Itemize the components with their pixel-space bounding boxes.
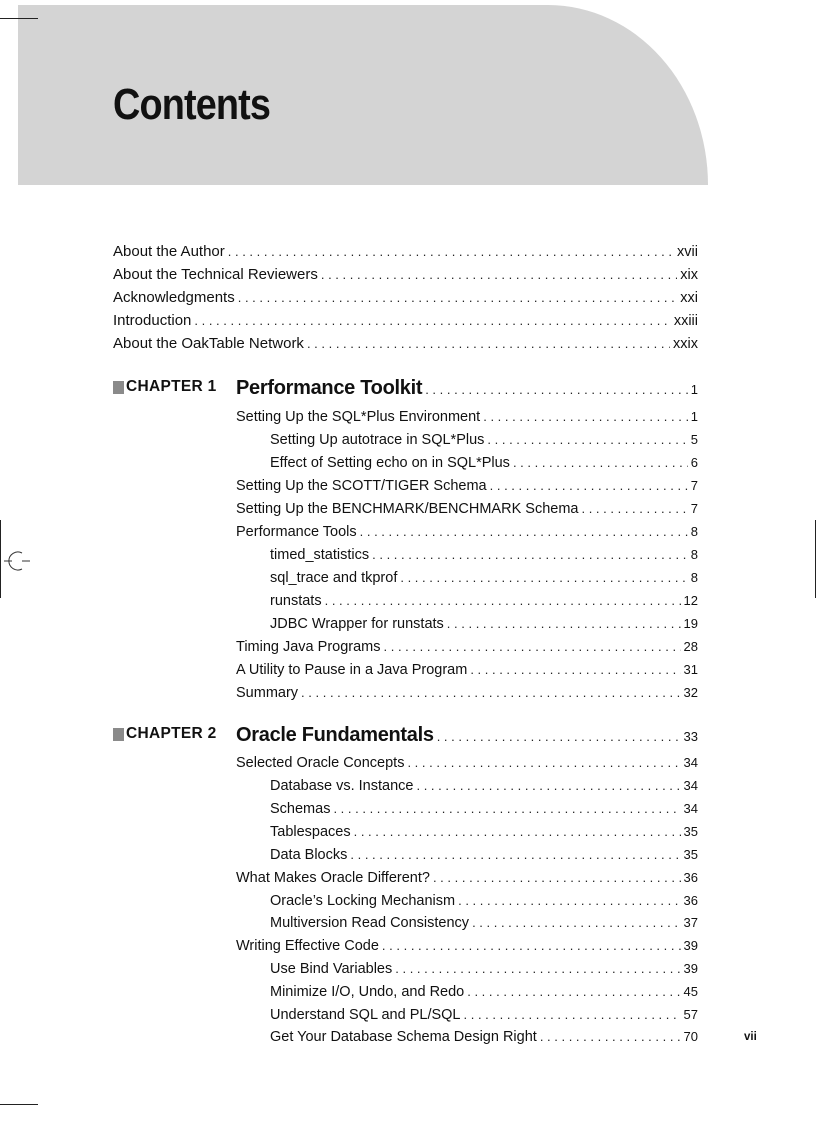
dot-leader (416, 776, 680, 796)
dot-leader (487, 430, 687, 450)
dot-leader (437, 724, 681, 750)
toc-subsection[interactable] (270, 822, 698, 842)
toc-entry-title: timed_statistics (270, 547, 370, 563)
crop-mark-left-edge (0, 520, 1, 598)
toc-entry-page: 8 (690, 570, 698, 585)
toc-entry-front[interactable] (113, 311, 698, 331)
toc-entry-page: 37 (683, 915, 698, 930)
toc-subsection[interactable] (270, 1027, 698, 1047)
dot-leader (470, 660, 680, 680)
toc-entry-page: 28 (683, 639, 698, 654)
toc-entry-page: 36 (683, 870, 698, 885)
dot-leader (228, 242, 674, 262)
toc-entry-page: 34 (683, 801, 698, 816)
toc-entry-page: 39 (683, 938, 698, 953)
toc-entry-page: 35 (683, 824, 698, 839)
chapter-heading[interactable] (236, 722, 698, 748)
toc-entry-page: 7 (690, 478, 698, 493)
toc-entry-title: Schemas (270, 801, 331, 817)
toc-entry-title: runstats (270, 593, 322, 609)
toc-subsection[interactable] (270, 591, 698, 611)
toc-entry-title: About the OakTable Network (113, 335, 304, 352)
toc-entry-title: Timing Java Programs (236, 639, 381, 655)
toc-entry-page: 19 (683, 616, 698, 631)
dot-leader (354, 822, 681, 842)
dot-leader (384, 637, 681, 657)
toc-entry-title: Selected Oracle Concepts (236, 755, 405, 771)
toc-entry-title: Effect of Setting echo on in SQL*Plus (270, 455, 510, 471)
toc-entry-title: Setting Up the BENCHMARK/BENCHMARK Schema (236, 501, 579, 517)
toc-section[interactable] (236, 522, 698, 542)
dot-leader (382, 936, 681, 956)
dot-leader (350, 845, 680, 865)
dot-leader (395, 959, 680, 979)
dot-leader (433, 868, 681, 888)
toc-entry-title: Tablespaces (270, 824, 351, 840)
dot-leader (425, 377, 688, 403)
toc-entry-page: 45 (683, 984, 698, 999)
chapter-page: 1 (690, 382, 698, 397)
toc-entry-front[interactable] (113, 334, 698, 354)
toc-entry-title: Understand SQL and PL/SQL (270, 1007, 461, 1023)
chapter-number: CHAPTER 2 (126, 725, 217, 742)
toc-section[interactable] (236, 476, 698, 496)
page-number: vii (744, 1031, 757, 1043)
dot-leader (194, 311, 670, 331)
dot-leader (325, 591, 681, 611)
toc-entry-front[interactable] (113, 288, 698, 308)
toc-subsection[interactable] (270, 453, 698, 473)
dot-leader (238, 288, 678, 308)
toc-subsection[interactable] (270, 614, 698, 634)
page-title: Contents (113, 80, 271, 129)
chapter-title: Performance Toolkit (236, 377, 423, 399)
toc-entry-title: Setting Up the SQL*Plus Environment (236, 409, 481, 425)
toc-entry-page: 8 (690, 547, 698, 562)
toc-subsection[interactable] (270, 545, 698, 565)
toc-entry-title: Oracle’s Locking Mechanism (270, 893, 456, 909)
toc-section[interactable] (236, 683, 698, 703)
toc-entry-title: Performance Tools (236, 524, 357, 540)
dot-leader (472, 913, 680, 933)
toc-entry-page: 34 (683, 778, 698, 793)
toc-entry-page: xxix (673, 336, 698, 352)
toc-section[interactable] (236, 407, 698, 427)
chapter-label (113, 725, 217, 743)
toc-subsection[interactable] (270, 913, 698, 933)
toc-entry-page: 70 (683, 1029, 698, 1044)
dot-leader (490, 476, 688, 496)
toc-subsection[interactable] (270, 776, 698, 796)
toc-entry-page: xxiii (673, 313, 698, 329)
registration-mark-icon (4, 548, 30, 574)
toc-entry-page: xix (680, 267, 698, 283)
dot-leader (301, 683, 680, 703)
toc-entry-page: 5 (690, 432, 698, 447)
toc-entry-title: What Makes Oracle Different? (236, 870, 430, 886)
toc-entry-page: 7 (690, 501, 698, 516)
toc-entry-front[interactable] (113, 265, 698, 285)
toc-entry-title: Get Your Database Schema Design Right (270, 1029, 537, 1045)
chapter-marker-icon (113, 381, 124, 394)
toc-entry-page: 36 (683, 893, 698, 908)
toc-entry-page: 57 (683, 1007, 698, 1022)
toc-entry-title: About the Technical Reviewers (113, 266, 318, 283)
chapter-title: Oracle Fundamentals (236, 724, 434, 746)
toc-section[interactable] (236, 637, 698, 657)
dot-leader (464, 1005, 681, 1025)
dot-leader (400, 568, 687, 588)
toc-subsection[interactable] (270, 568, 698, 588)
dot-leader (333, 799, 680, 819)
toc-entry-front[interactable] (113, 242, 698, 262)
chapter-number: CHAPTER 1 (126, 378, 217, 395)
toc-entry-page: xxi (680, 290, 698, 306)
toc-entry-title: A Utility to Pause in a Java Program (236, 662, 468, 678)
toc-entry-page: xvii (677, 244, 698, 260)
toc-entry-page: 12 (683, 593, 698, 608)
toc-entry-title: JDBC Wrapper for runstats (270, 616, 444, 632)
toc-section[interactable] (236, 753, 698, 773)
dot-leader (513, 453, 688, 473)
dot-leader (458, 891, 680, 911)
dot-leader (447, 614, 681, 634)
toc-entry-title: Minimize I/O, Undo, and Redo (270, 984, 465, 1000)
toc-entry-title: Setting Up the SCOTT/TIGER Schema (236, 478, 487, 494)
crop-mark-top-left (0, 18, 38, 19)
toc-entry-page: 1 (690, 409, 698, 424)
toc-entry-title: Writing Effective Code (236, 938, 379, 954)
dot-leader (467, 982, 680, 1002)
toc-entry-title: Setting Up autotrace in SQL*Plus (270, 432, 485, 448)
toc-entry-title: Data Blocks (270, 847, 348, 863)
toc-entry-page: 6 (690, 455, 698, 470)
toc-entry-title: Database vs. Instance (270, 778, 414, 794)
chapter-label (113, 378, 217, 396)
toc-section[interactable] (236, 499, 698, 519)
chapter-heading[interactable] (236, 375, 698, 401)
toc-entry-page: 39 (683, 961, 698, 976)
dot-leader (581, 499, 687, 519)
dot-leader (407, 753, 680, 773)
toc-section[interactable] (236, 868, 698, 888)
toc-entry-page: 34 (683, 755, 698, 770)
dot-leader (540, 1027, 681, 1047)
dot-leader (321, 265, 677, 285)
toc-section[interactable] (236, 936, 698, 956)
toc-section[interactable] (236, 660, 698, 680)
toc-entry-title: Introduction (113, 312, 192, 329)
toc-subsection[interactable] (270, 982, 698, 1002)
toc-subsection[interactable] (270, 799, 698, 819)
toc-subsection[interactable] (270, 959, 698, 979)
toc-entry-title: About the Author (113, 243, 225, 260)
toc-subsection[interactable] (270, 891, 698, 911)
toc-subsection[interactable] (270, 1005, 698, 1025)
dot-leader (483, 407, 688, 427)
toc-entry-page: 35 (683, 847, 698, 862)
toc-entry-title: Acknowledgments (113, 289, 235, 306)
chapter-page: 33 (683, 729, 698, 744)
chapter-marker-icon (113, 728, 124, 741)
toc-subsection[interactable] (270, 845, 698, 865)
dot-leader (307, 334, 670, 354)
toc-entry-title: Multiversion Read Consistency (270, 915, 470, 931)
toc-entry-title: Summary (236, 685, 299, 701)
toc-entry-page: 8 (690, 524, 698, 539)
toc-entry-title: sql_trace and tkprof (270, 570, 398, 586)
toc-subsection[interactable] (270, 430, 698, 450)
dot-leader (360, 522, 688, 542)
dot-leader (372, 545, 688, 565)
crop-mark-bottom-left (0, 1104, 38, 1105)
toc-entry-title: Use Bind Variables (270, 961, 393, 977)
toc-entry-page: 32 (683, 685, 698, 700)
toc-entry-page: 31 (683, 662, 698, 677)
